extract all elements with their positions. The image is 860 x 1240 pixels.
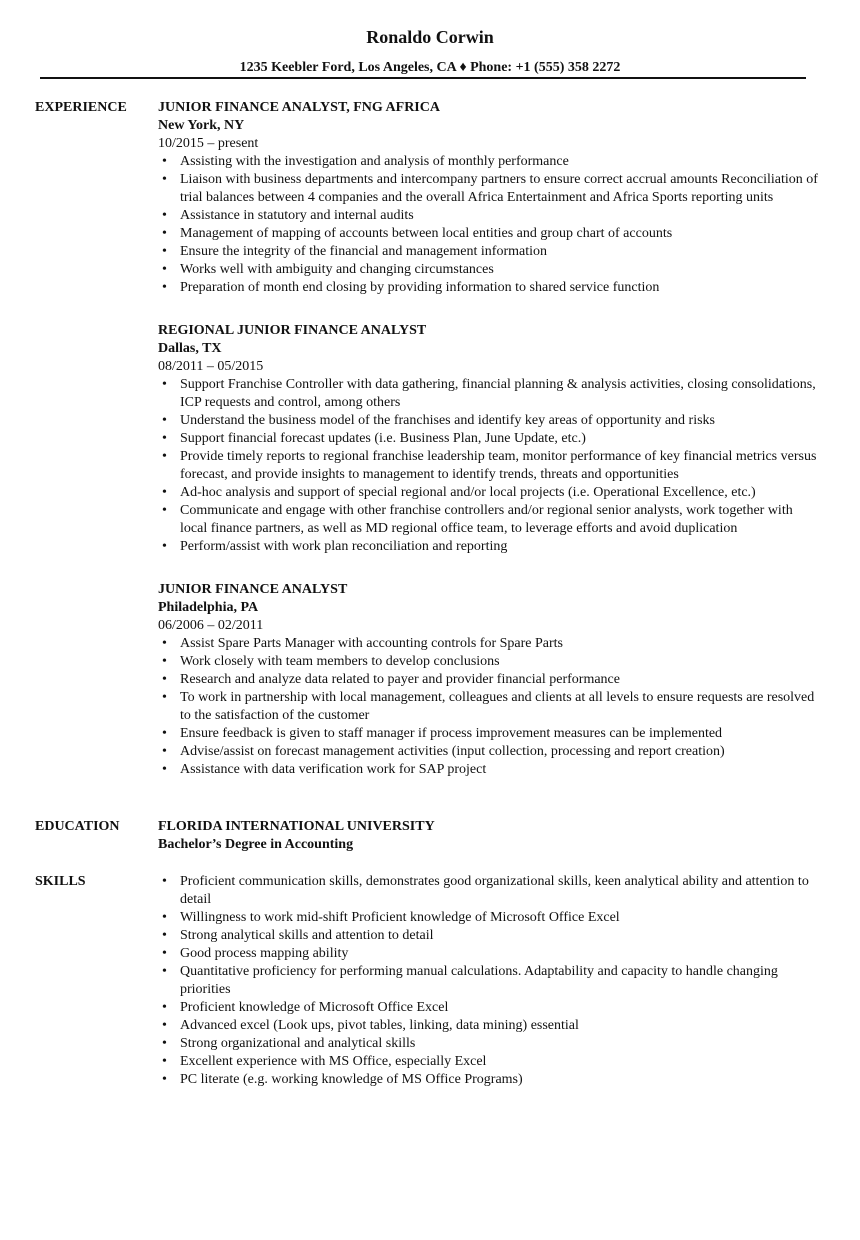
job-entry	[158, 322, 818, 556]
school-name: FLORIDA INTERNATIONAL UNIVERSITY	[158, 819, 435, 834]
bullet-item: • Management of mapping of accounts between local entities and group chart of accounts	[158, 225, 818, 243]
bullet-item: • Works well with ambiguity and changing circumstances	[158, 261, 818, 279]
bullet-item: • Assistance in statutory and internal audits	[158, 207, 818, 225]
bullet-item: • Research and analyze data related to payer and provider financial performance	[158, 671, 818, 689]
bullet-item: • Understand the business model of the franchises and identify key areas of opportunity and risks	[158, 412, 818, 430]
bullet-item: • Support Franchise Controller with data gathering, financial planning & analysis activities, closing consolidations, ICP requests and control, among others	[158, 376, 818, 412]
bullet-item: • Assistance with data verification work for SAP project	[158, 761, 818, 779]
bullet-item: • Preparation of month end closing by providing information to shared service function	[158, 279, 818, 297]
job-location: Philadelphia, PA	[158, 600, 259, 615]
job-title: REGIONAL JUNIOR FINANCE ANALYST	[158, 323, 427, 338]
section-title-skills: SKILLS	[35, 874, 86, 889]
job-bullets	[158, 376, 818, 556]
degree-name: Bachelor’s Degree in Accounting	[158, 837, 354, 852]
job-entry	[158, 581, 818, 779]
skill-item: • Proficient knowledge of Microsoft Office Excel	[158, 999, 818, 1017]
bullet-item: • Provide timely reports to regional franchise leadership team, monitor performance of key financial metrics versus forecast, and provide insights to management to identify trends, threats and opportunities	[158, 448, 818, 484]
bullet-item: • Assisting with the investigation and analysis of monthly performance	[158, 153, 818, 171]
skill-item: • Proficient communication skills, demonstrates good organizational skills, keen analytical ability and attention to detail	[158, 873, 818, 909]
bullet-item: • Ensure feedback is given to staff manager if process improvement measures can be implemented	[158, 725, 818, 743]
bullet-item: • Ad-hoc analysis and support of special regional and/or local projects (i.e. Operational Excellence, etc.)	[158, 484, 818, 502]
education-content	[158, 818, 818, 854]
job-title: JUNIOR FINANCE ANALYST	[158, 582, 348, 597]
skill-item: • Willingness to work mid-shift Proficient knowledge of Microsoft Office Excel	[158, 909, 818, 927]
job-title: JUNIOR FINANCE ANALYST, FNG AFRICA	[158, 100, 440, 115]
job-bullets	[158, 635, 818, 779]
job-dates: 10/2015 – present	[158, 136, 259, 151]
skill-item: • Good process mapping ability	[158, 945, 818, 963]
contact-line: 1235 Keebler Ford, Los Angeles, CA ♦ Phone: +1 (555) 358 2272	[239, 60, 621, 75]
job-entry	[158, 99, 818, 297]
skill-item: • Excellent experience with MS Office, especially Excel	[158, 1053, 818, 1071]
job-location: Dallas, TX	[158, 341, 222, 356]
job-location: New York, NY	[158, 118, 245, 133]
skill-item: • PC literate (e.g. working knowledge of MS Office Programs)	[158, 1071, 818, 1089]
bullet-item: • Perform/assist with work plan reconciliation and reporting	[158, 538, 818, 556]
bullet-item: • To work in partnership with local management, colleagues and clients at all levels to ensure requests are resolved to the satisfaction of the customer	[158, 689, 818, 725]
job-dates: 06/2006 – 02/2011	[158, 618, 264, 633]
job-dates: 08/2011 – 05/2015	[158, 359, 264, 374]
skills-list	[158, 873, 818, 1089]
skills-content	[158, 873, 818, 1089]
skill-item: • Advanced excel (Look ups, pivot tables, linking, data mining) essential	[158, 1017, 818, 1035]
candidate-name: Ronaldo Corwin	[366, 27, 494, 47]
bullet-item: • Liaison with business departments and intercompany partners to ensure correct accrual amounts Reconciliation of trial balances between 4 companies and the overall Africa Entertainment and Africa Sports reporting units	[158, 171, 818, 207]
bullet-item: • Assist Spare Parts Manager with accounting controls for Spare Parts	[158, 635, 818, 653]
skill-item: • Quantitative proficiency for performing manual calculations. Adaptability and capacity to handle changing priorities	[158, 963, 818, 999]
job-bullets	[158, 153, 818, 297]
bullet-item: • Ensure the integrity of the financial and management information	[158, 243, 818, 261]
skill-item: • Strong organizational and analytical skills	[158, 1035, 818, 1053]
experience-content	[158, 99, 818, 804]
section-title-education: EDUCATION	[35, 819, 120, 834]
bullet-item: • Support financial forecast updates (i.e. Business Plan, June Update, etc.)	[158, 430, 818, 448]
section-title-experience: EXPERIENCE	[35, 100, 127, 115]
bullet-item: • Advise/assist on forecast management activities (input collection, processing and report creation)	[158, 743, 818, 761]
bullet-item: • Work closely with team members to develop conclusions	[158, 653, 818, 671]
skill-item: • Strong analytical skills and attention to detail	[158, 927, 818, 945]
header-divider	[40, 77, 806, 79]
bullet-item: • Communicate and engage with other franchise controllers and/or regional senior analysts, work together with local finance partners, as well as MD regional office team, to leverage efforts and avoid duplication	[158, 502, 818, 538]
